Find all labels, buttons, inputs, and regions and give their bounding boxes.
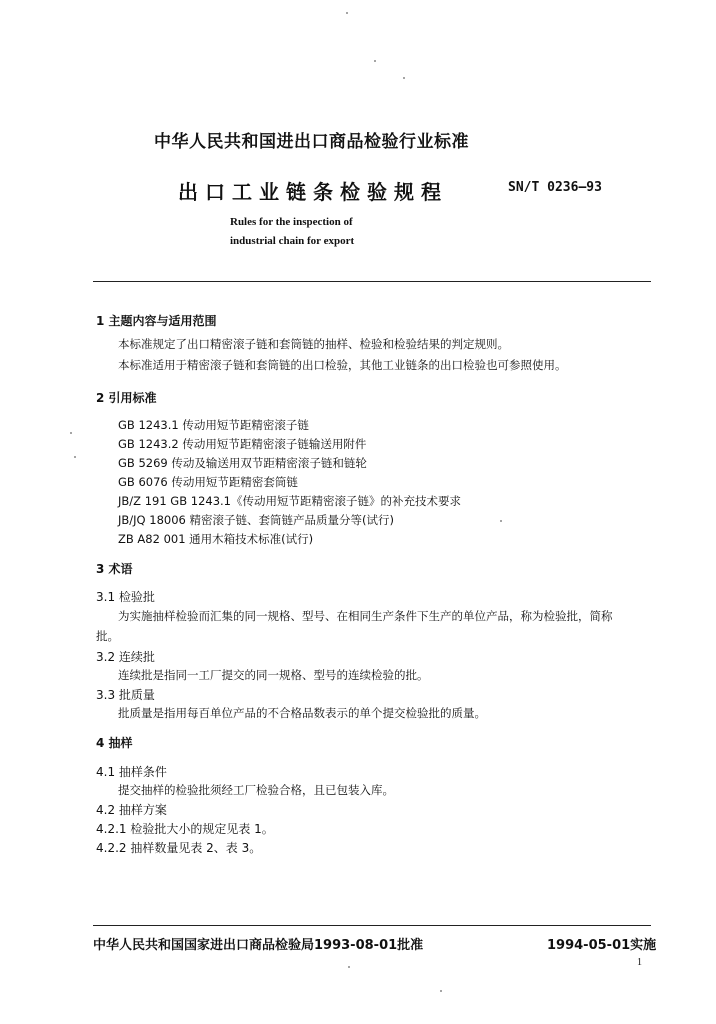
scan-speck (74, 456, 76, 458)
term-3-1-heading: 3.1 检验批 (96, 590, 155, 604)
reference-item: GB 1243.1 传动用短节距精密滚子链 (118, 418, 309, 432)
term-3-2-text: 连续批是指同一工厂提交的同一规格、型号的连续检验的批。 (118, 668, 429, 682)
term-3-1-text-continued: 批。 (96, 629, 119, 643)
clause-4-2-1: 4.2.1 检验批大小的规定见表 1。 (96, 822, 274, 836)
approval-statement: 中华人民共和国国家进出口商品检验局1993-08-01批准 (93, 938, 424, 953)
clause-4-2-heading: 4.2 抽样方案 (96, 803, 167, 817)
section-4-heading: 4 抽样 (96, 736, 133, 750)
page-number: 1 (637, 957, 642, 968)
agency-heading: 中华人民共和国进出口商品检验行业标准 (154, 132, 469, 152)
reference-item: ZB A82 001 通用木箱技术标准(试行) (118, 532, 314, 546)
scan-speck (440, 990, 442, 992)
clause-4-1-text: 提交抽样的检验批须经工厂检验合格，且已包装入库。 (118, 783, 394, 797)
scan-speck (374, 60, 376, 62)
clause-4-2-2: 4.2.2 抽样数量见表 2、表 3。 (96, 841, 262, 855)
scan-speck (348, 966, 350, 968)
term-3-3-heading: 3.3 批质量 (96, 688, 155, 702)
scan-speck (500, 520, 502, 522)
english-title-line-1: Rules for the inspection of (230, 216, 353, 228)
document-title: 出口工业链条检验规程 (178, 180, 448, 204)
reference-item: JB/Z 191 GB 1243.1《传动用短节距精密滚子链》的补充技术要求 (118, 494, 461, 508)
section-2-heading: 2 引用标准 (96, 391, 157, 405)
reference-item: GB 1243.2 传动用短节距精密滚子链输送用附件 (118, 437, 367, 451)
header-divider (93, 281, 651, 282)
standard-number: SN/T 0236—93 (508, 180, 602, 195)
scan-speck (346, 12, 348, 14)
section-3-heading: 3 术语 (96, 562, 133, 576)
section-1-paragraph-2: 本标准适用于精密滚子链和套筒链的出口检验，其他工业链条的出口检验也可参照使用。 (118, 358, 567, 372)
clause-4-1-heading: 4.1 抽样条件 (96, 765, 167, 779)
reference-item: GB 5269 传动及输送用双节距精密滚子链和链轮 (118, 456, 367, 470)
term-3-2-heading: 3.2 连续批 (96, 650, 155, 664)
implementation-date: 1994-05-01实施 (547, 938, 657, 953)
scan-speck (403, 77, 405, 79)
term-3-1-text: 为实施抽样检验而汇集的同一规格、型号、在相同生产条件下生产的单位产品，称为检验批，简称 (118, 609, 613, 623)
reference-item: GB 6076 传动用短节距精密套筒链 (118, 475, 298, 489)
section-1-paragraph-1: 本标准规定了出口精密滚子链和套筒链的抽样、检验和检验结果的判定规则。 (118, 337, 509, 351)
term-3-3-text: 批质量是指用每百单位产品的不合格品数表示的单个提交检验批的质量。 (118, 706, 486, 720)
section-1-heading: 1 主题内容与适用范围 (96, 314, 217, 328)
scan-speck (70, 432, 72, 434)
english-title-line-2: industrial chain for export (230, 235, 355, 247)
footer-divider (93, 925, 651, 926)
reference-item: JB/JQ 18006 精密滚子链、套筒链产品质量分等(试行) (118, 513, 394, 527)
